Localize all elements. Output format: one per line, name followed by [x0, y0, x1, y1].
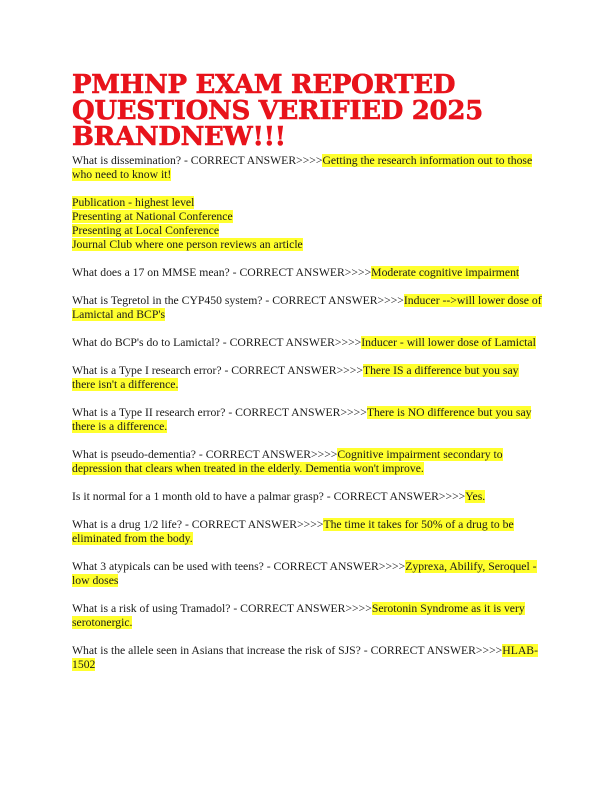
qa-item-tramadol [72, 602, 542, 630]
question: What is Tegretol in the CYP450 system? - CORRECT ANSWER>>>> [72, 294, 404, 307]
title-line-1: PMHNP EXAM REPORTED [72, 70, 456, 100]
qa-item-tegretol [72, 294, 542, 322]
document-title [72, 72, 542, 150]
question: What is the allele seen in Asians that increase the risk of SJS? - CORRECT ANSWER>>>> [72, 644, 503, 657]
question: What is a risk of using Tramadol? - CORRECT ANSWER>>>> [72, 602, 372, 615]
qa-item-type-2-error [72, 406, 542, 434]
qa-item-type-1-error [72, 364, 542, 392]
answer: Cognitive impairment secondary to depression that clears when treated in the elderly. Dementia won't improve. [72, 448, 503, 475]
answer: Inducer -->will lower dose of Lamictal and BCP's [72, 294, 542, 321]
document-body [72, 154, 542, 672]
answer: There IS a difference but you say there isn't a difference. [72, 364, 519, 391]
question: What do BCP's do to Lamictal? - CORRECT ANSWER>>>> [72, 336, 362, 349]
document-page [72, 72, 542, 686]
qa-item-atypicals-teens [72, 560, 542, 588]
list-item: Presenting at National Conference [72, 210, 233, 223]
question: What is a drug 1/2 life? - CORRECT ANSWER>>>> [72, 518, 324, 531]
title-line-2: QUESTIONS VERIFIED 2025 [72, 96, 483, 126]
question: What is pseudo-dementia? - CORRECT ANSWER>>>> [72, 448, 338, 461]
qa-item-mmse [72, 266, 542, 280]
answer: Zyprexa, Abilify, Seroquel - low doses [72, 560, 537, 587]
list-item: Publication - highest level [72, 196, 195, 209]
answer: Getting the research information out to those who need to know it! [72, 154, 533, 181]
answer: Yes. [465, 490, 486, 503]
answer: Moderate cognitive impairment [371, 266, 520, 279]
qa-item-bcp-lamictal [72, 336, 542, 350]
question: What is a Type I research error? - CORRECT ANSWER>>>> [72, 364, 363, 377]
answer: The time it takes for 50% of a drug to be eliminated from the body. [72, 518, 514, 545]
qa-item-pseudo-dementia [72, 448, 542, 476]
question: What does a 17 on MMSE mean? - CORRECT ANSWER>>>> [72, 266, 372, 279]
answer: HLAB-1502 [72, 644, 538, 671]
qa-item-half-life [72, 518, 542, 546]
dissemination-levels-list [72, 196, 542, 252]
qa-item-sjs-allele [72, 644, 542, 672]
title-line-3: BRANDNEW!!! [72, 122, 286, 152]
list-item: Journal Club where one person reviews an article [72, 238, 303, 251]
list-item: Presenting at Local Conference [72, 224, 220, 237]
answer: Serotonin Syndrome as it is very serotonergic. [72, 602, 525, 629]
question: What 3 atypicals can be used with teens? - CORRECT ANSWER>>>> [72, 560, 406, 573]
question: What is dissemination? - CORRECT ANSWER>>>> [72, 154, 323, 167]
qa-item-palmar-grasp [72, 490, 542, 504]
answer: There is NO difference but you say there is a difference. [72, 406, 532, 433]
answer: Inducer - will lower dose of Lamictal [361, 336, 536, 349]
qa-item-dissemination [72, 154, 542, 182]
question: What is a Type II research error? - CORRECT ANSWER>>>> [72, 406, 367, 419]
question: Is it normal for a 1 month old to have a palmar grasp? - CORRECT ANSWER>>>> [72, 490, 466, 503]
